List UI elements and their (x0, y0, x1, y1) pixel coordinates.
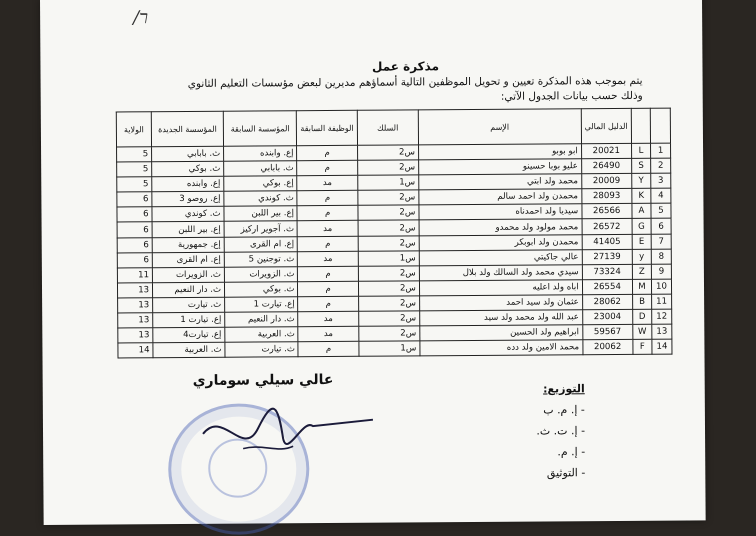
table-body (117, 143, 672, 358)
row-code: Y (632, 173, 651, 188)
signer-name: عالي سيلي سوماري (192, 371, 334, 389)
row-wilaya: 5 (117, 162, 152, 177)
row-grade: س2 (358, 205, 419, 221)
row-name: محمد ولد ابتي (419, 174, 582, 190)
row-financial-id: 28093 (581, 189, 631, 204)
row-financial-id: 73324 (582, 264, 632, 279)
row-previous-school: ث. دار النعيم (225, 312, 298, 328)
intro-paragraph: يتم بموجب هذه المذكرة تعيين و تحويل الموظفين التالية أسماؤهم مديرين لبعض مؤسسات التعليم الثانوي وذلك حسب بيانات الجدول الآتي: (187, 74, 643, 103)
row-code: D (632, 309, 651, 324)
row-previous-school: ث. العربية (225, 327, 298, 343)
row-grade: س2 (358, 190, 419, 206)
row-number: 14 (652, 339, 672, 354)
header-job: الوظيفة السابقة (297, 110, 357, 145)
distribution-list (536, 378, 585, 483)
row-code: S (631, 158, 650, 173)
header-prev: المؤسسة السابقة (223, 111, 297, 147)
row-wilaya: 13 (118, 298, 153, 313)
row-wilaya: 6 (117, 207, 152, 222)
row-name: سيديا ولد احمدناه (419, 204, 582, 220)
row-previous-job: مد (297, 175, 357, 191)
row-name: عالي جاكيتي (419, 249, 582, 265)
row-number: 3 (651, 173, 671, 188)
row-code: M (632, 279, 651, 294)
row-number: 6 (651, 219, 671, 234)
row-grade: س2 (358, 266, 419, 282)
row-code: y (632, 249, 651, 264)
row-name: اباه ولد اعليه (419, 280, 582, 296)
row-code: W (633, 324, 652, 339)
row-number: 5 (651, 203, 671, 218)
staff-table (116, 108, 673, 359)
row-new-school: إع. بير اللبن (152, 222, 224, 238)
row-grade: س2 (357, 160, 418, 176)
signature-scribble (183, 398, 383, 469)
row-previous-job: م (298, 281, 358, 297)
row-name: ابراهيم ولد الحسين (420, 325, 583, 341)
row-grade: س1 (357, 175, 418, 191)
row-name: محمد الامين ولد دده (420, 340, 583, 356)
row-previous-school: ث. آجوير اركيز (224, 221, 297, 237)
row-wilaya: 14 (118, 343, 153, 358)
row-number: 13 (652, 324, 672, 339)
row-number: 4 (651, 188, 671, 203)
row-previous-job: مد (298, 311, 358, 327)
row-new-school: إع. تيارت 1 (153, 312, 225, 328)
table-header-row (116, 108, 670, 147)
row-previous-job: مد (298, 251, 358, 267)
distribution-title: التوزيع: (543, 382, 585, 396)
row-previous-job: مد (298, 326, 358, 342)
row-wilaya: 5 (117, 147, 152, 162)
row-financial-id: 41405 (582, 234, 632, 249)
row-financial-id: 20009 (581, 174, 631, 189)
row-wilaya: 13 (118, 313, 153, 328)
row-grade: س2 (359, 326, 420, 342)
row-number: 12 (652, 309, 672, 324)
row-wilaya: 13 (118, 328, 153, 343)
row-name: عليو بوبا حسينو (419, 159, 582, 175)
row-code: A (632, 204, 651, 219)
row-financial-id: 59567 (582, 324, 632, 339)
distribution-item: - إ. م. ب (543, 403, 585, 417)
row-name: محمدن ولد ابوبكر (419, 234, 582, 250)
row-previous-school: إع. بير اللبن (224, 206, 297, 222)
header-new: المؤسسة الجديدة (151, 111, 223, 147)
row-code: G (632, 219, 651, 234)
row-new-school: إع. جمهورية (152, 237, 224, 253)
row-number: 7 (651, 234, 671, 249)
row-previous-school: إع. تيارت 1 (225, 297, 298, 313)
row-code: L (631, 143, 650, 158)
row-code: E (632, 234, 651, 249)
row-previous-job: م (297, 160, 357, 176)
row-name: سيدي محمد ولد السالك ولد بلال (419, 264, 582, 280)
row-number: 8 (651, 249, 671, 264)
row-previous-school: إع. ام القرى (224, 236, 297, 252)
row-code: B (632, 294, 651, 309)
row-grade: س1 (358, 251, 419, 267)
row-grade: س1 (359, 341, 420, 357)
row-new-school: إع. تيارت4 (153, 327, 225, 343)
header-name: الإسم (418, 109, 581, 145)
row-previous-school: إع. بوكي (224, 176, 297, 192)
header-wilaya: الولاية (116, 112, 151, 147)
header-id: الدليل المالي (581, 108, 631, 143)
row-wilaya: 6 (117, 252, 152, 267)
row-wilaya: 11 (117, 267, 152, 282)
row-wilaya: 13 (117, 283, 152, 298)
row-grade: س2 (358, 281, 419, 297)
row-number: 1 (651, 143, 671, 158)
row-grade: س2 (357, 145, 418, 161)
document-page (40, 0, 706, 525)
row-wilaya: 6 (117, 192, 152, 207)
row-number: 9 (651, 264, 671, 279)
row-code: K (632, 189, 651, 204)
row-number: 10 (651, 279, 671, 294)
row-new-school: ث. تيارت (153, 297, 225, 313)
row-previous-job: م (297, 145, 357, 161)
row-wilaya: 6 (117, 237, 152, 252)
row-financial-id: 26572 (582, 219, 632, 234)
row-new-school: ث. بابابي (152, 146, 224, 162)
distribution-item: - إ. ت. ث. (536, 424, 586, 438)
row-financial-id: 23004 (582, 309, 632, 324)
row-previous-job: مد (298, 221, 358, 237)
row-name: عبد الله ولد محمد ولد سيد (420, 310, 583, 326)
row-previous-school: إع. وابنده (224, 146, 297, 162)
row-financial-id: 20021 (581, 143, 631, 158)
row-previous-job: م (297, 191, 357, 207)
row-financial-id: 27139 (582, 249, 632, 264)
handwritten-mark: /ר (133, 7, 149, 29)
row-name: محمد مولود ولد محمدو (419, 219, 582, 235)
row-name: ابو بوبو (418, 144, 581, 160)
row-wilaya: 5 (117, 177, 152, 192)
row-new-school: إع. ام القرى (152, 252, 224, 268)
distribution-item: - إ. م. (557, 445, 586, 459)
row-code: Z (632, 264, 651, 279)
row-wilaya: 6 (117, 222, 152, 237)
row-previous-job: م (298, 342, 358, 358)
row-previous-school: ث. تيارت (225, 342, 298, 358)
row-name: محمدن ولد احمد سالم (419, 189, 582, 205)
row-financial-id: 26490 (581, 158, 631, 173)
row-name: عثمان ولد سيد احمد (419, 295, 582, 311)
row-previous-school: ث. كوندي (224, 191, 297, 207)
row-previous-school: ث. الزويرات (224, 266, 297, 282)
row-previous-job: م (298, 266, 358, 282)
row-number: 11 (652, 294, 672, 309)
distribution-item: - التوثيق (546, 466, 586, 480)
row-grade: س2 (358, 220, 419, 236)
row-previous-school: ث. بابابي (224, 161, 297, 177)
row-new-school: إع. وابنده (152, 176, 224, 192)
row-grade: س2 (358, 235, 419, 251)
row-new-school: إع. روصو 3 (152, 192, 224, 208)
row-grade: س2 (358, 296, 419, 312)
row-financial-id: 26554 (582, 279, 632, 294)
row-previous-job: م (297, 206, 357, 222)
row-grade: س2 (358, 311, 419, 327)
row-new-school: ث. الزويرات (152, 267, 224, 283)
row-number: 2 (651, 158, 671, 173)
row-previous-job: م (298, 236, 358, 252)
row-new-school: ث. بوكي (152, 161, 224, 177)
row-new-school: ث. دار النعيم (153, 282, 225, 298)
row-financial-id: 28062 (582, 294, 632, 309)
header-num (650, 108, 670, 143)
table-row (118, 339, 672, 358)
row-new-school: ث. كوندي (152, 207, 224, 223)
row-previous-school: ث. بوكي (225, 282, 298, 298)
header-code (631, 108, 650, 143)
row-financial-id: 26566 (582, 204, 632, 219)
header-grade: السلك (357, 110, 418, 145)
row-code: F (633, 339, 652, 354)
document-title: مذكرة عمل (371, 59, 440, 74)
row-previous-school: ث. توجنين 5 (224, 251, 297, 267)
row-previous-job: م (298, 296, 358, 312)
row-new-school: ث. العربية (153, 342, 225, 358)
row-financial-id: 20062 (583, 340, 633, 355)
